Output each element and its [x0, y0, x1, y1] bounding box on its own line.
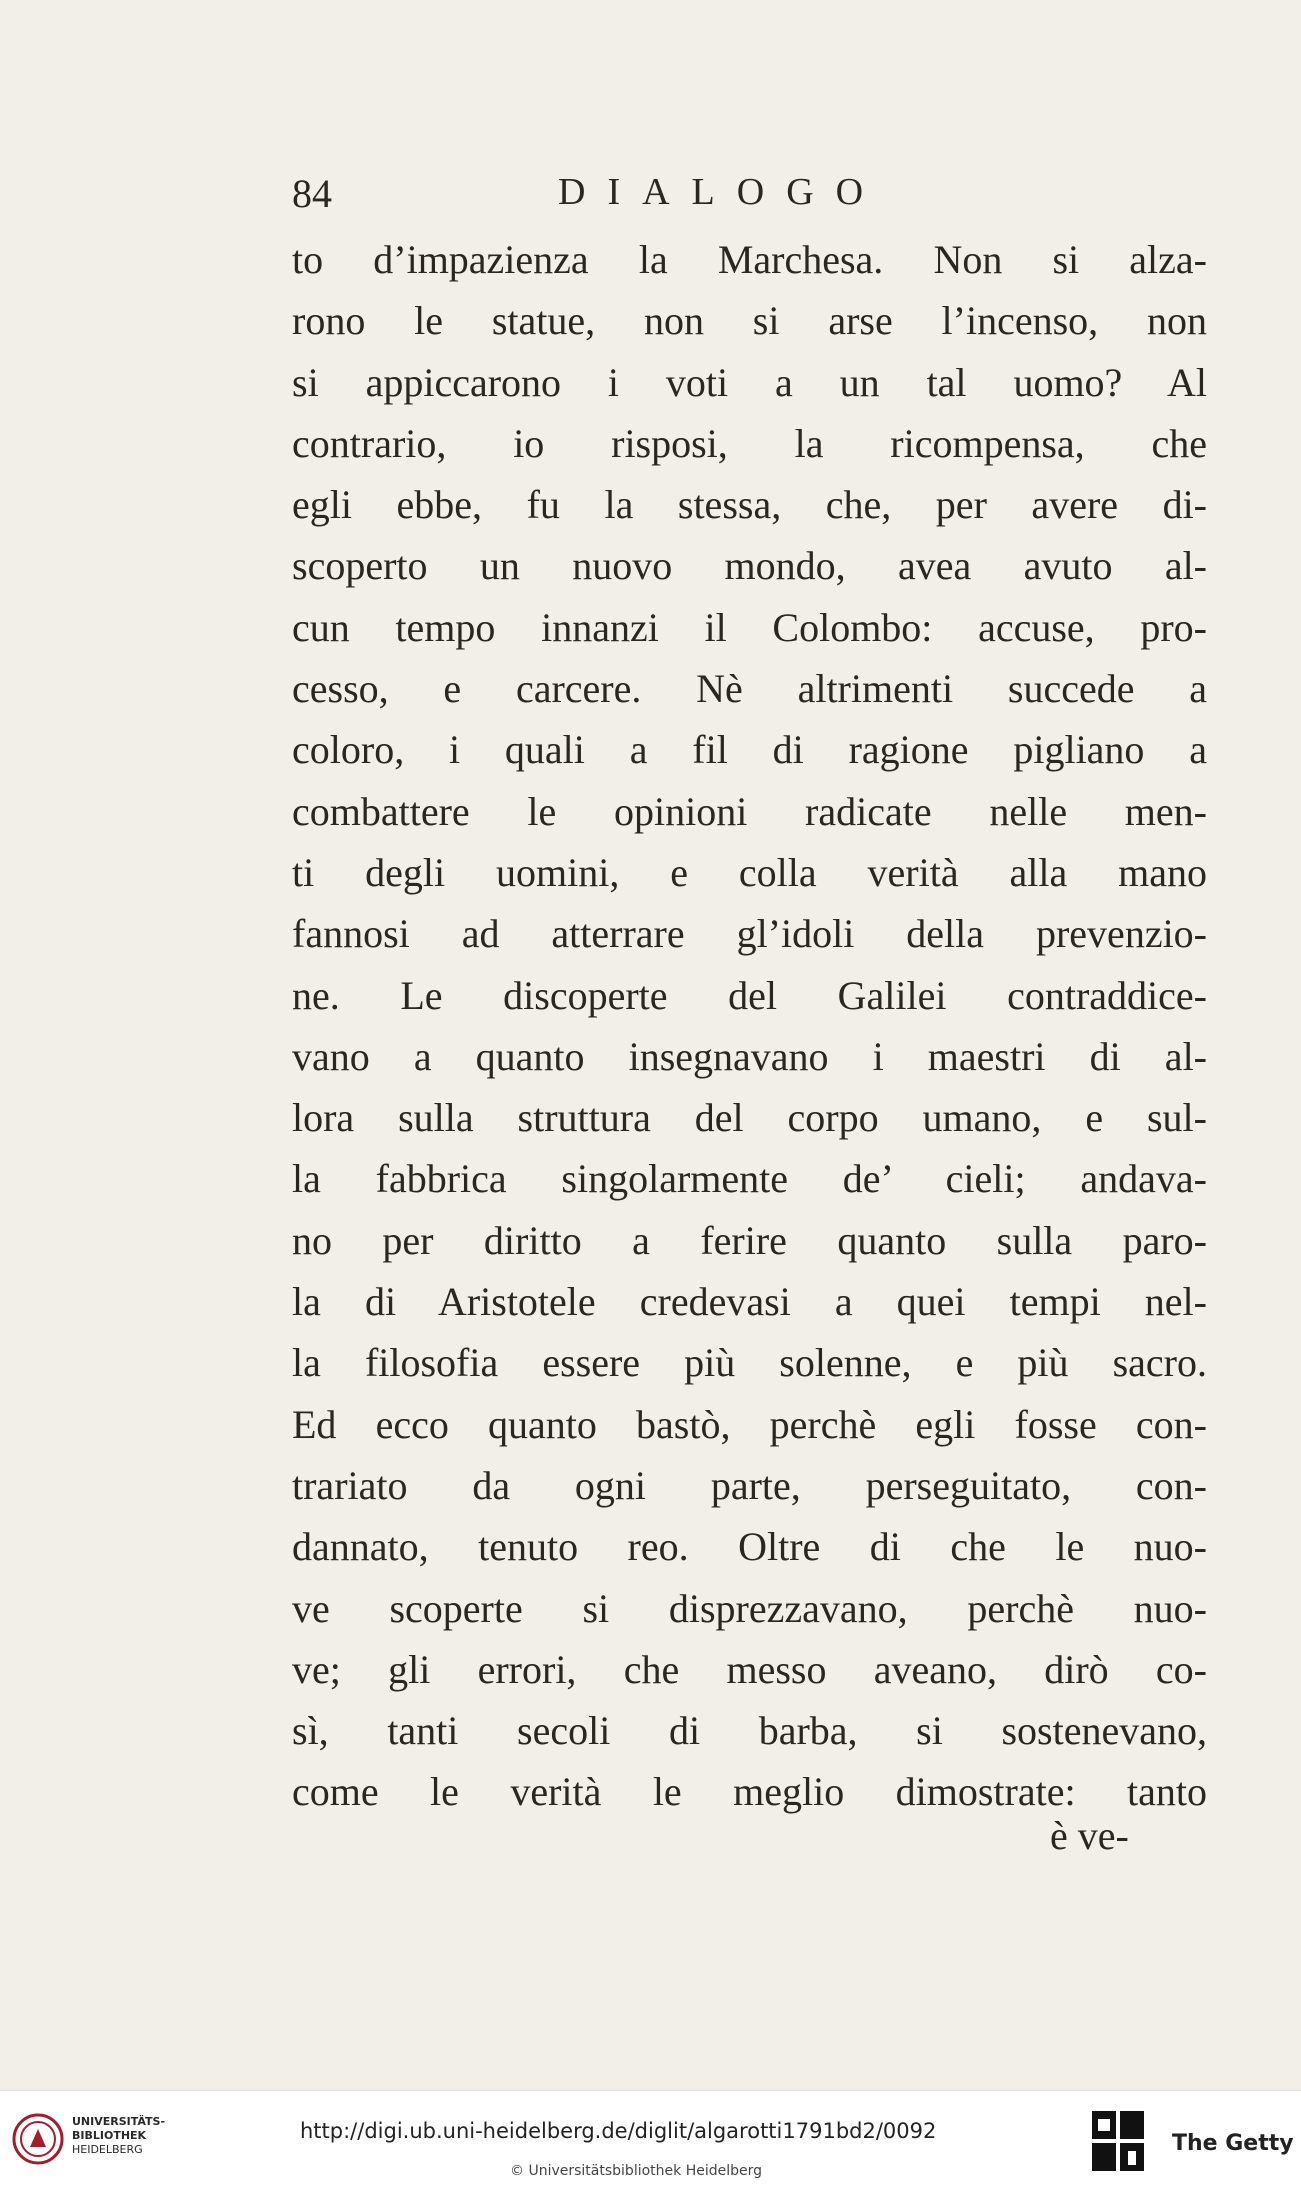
- partner-name: The Getty: [1172, 2131, 1294, 2156]
- text-line: scoperto un nuovo mondo, avea avuto al-: [292, 543, 1207, 589]
- permalink-url[interactable]: http://digi.ub.uni-heidelberg.de/diglit/algarotti1791bd2/0092: [300, 2119, 937, 2143]
- getty-logo-icon: [1090, 2109, 1146, 2173]
- text-line: come le verità le meglio dimostrate: tanto: [292, 1769, 1207, 1815]
- text-line: ve scoperte si disprezzavano, perchè nuo-: [292, 1585, 1207, 1631]
- text-line: la filosofia essere più solenne, e più sacro.: [292, 1340, 1207, 1386]
- text-line: coloro, i quali a fil di ragione pigliano a: [292, 727, 1207, 773]
- text-line: contrario, io risposi, la ricompensa, che: [292, 420, 1207, 466]
- text-line: to d’impazienza la Marchesa. Non si alza-: [292, 237, 1207, 282]
- text-line: sì, tanti secoli di barba, si sostenevano,: [292, 1708, 1207, 1754]
- text-line: lora sulla struttura del corpo umano, e sul-: [292, 1095, 1207, 1141]
- heidelberg-seal-icon: [12, 2113, 64, 2165]
- page-header: [292, 170, 1212, 230]
- catchword: è ve-: [1050, 1813, 1129, 1858]
- text-line: no per diritto a ferire quanto sulla paro-: [292, 1217, 1207, 1263]
- text-line: combattere le opinioni radicate nelle men-: [292, 788, 1207, 834]
- copyright-text: © Universitätsbibliothek Heidelberg: [510, 2163, 763, 2179]
- running-head: DIALOGO: [558, 171, 886, 213]
- text-line: fannosi ad atterrare gl’idoli della prevenzio-: [292, 911, 1207, 957]
- text-line: vano a quanto insegnavano i maestri di al-: [292, 1033, 1207, 1079]
- text-line: ve; gli errori, che messo aveano, dirò co-: [292, 1646, 1207, 1692]
- text-line: cesso, e carcere. Nè altrimenti succede a: [292, 666, 1207, 712]
- text-line: egli ebbe, fu la stessa, che, per avere di-: [292, 482, 1207, 528]
- text-line: dannato, tenuto reo. Oltre di che le nuo-: [292, 1524, 1207, 1570]
- body-text: [292, 229, 1207, 1823]
- institution-name: UNIVERSITÄTS- BIBLIOTHEK HEIDELBERG: [72, 2115, 166, 2156]
- text-line: trariato da ogni parte, perseguitato, con-: [292, 1462, 1207, 1508]
- text-line: ti degli uomini, e colla verità alla mano: [292, 849, 1207, 895]
- viewer-footer: [0, 2090, 1301, 2199]
- text-line: ne. Le discoperte del Galilei contraddice-: [292, 972, 1207, 1018]
- text-line: Ed ecco quanto bastò, perchè egli fosse con-: [292, 1401, 1207, 1447]
- text-line: cun tempo innanzi il Colombo: accuse, pro-: [292, 604, 1207, 650]
- text-line: si appiccarono i voti a un tal uomo? Al: [292, 359, 1207, 405]
- text-line: rono le statue, non si arse l’incenso, non: [292, 298, 1207, 344]
- text-line: la fabbrica singolarmente de’ cieli; andava-: [292, 1156, 1207, 1202]
- text-line: la di Aristotele credevasi a quei tempi nel-: [292, 1279, 1207, 1325]
- page-number: 84: [292, 171, 332, 216]
